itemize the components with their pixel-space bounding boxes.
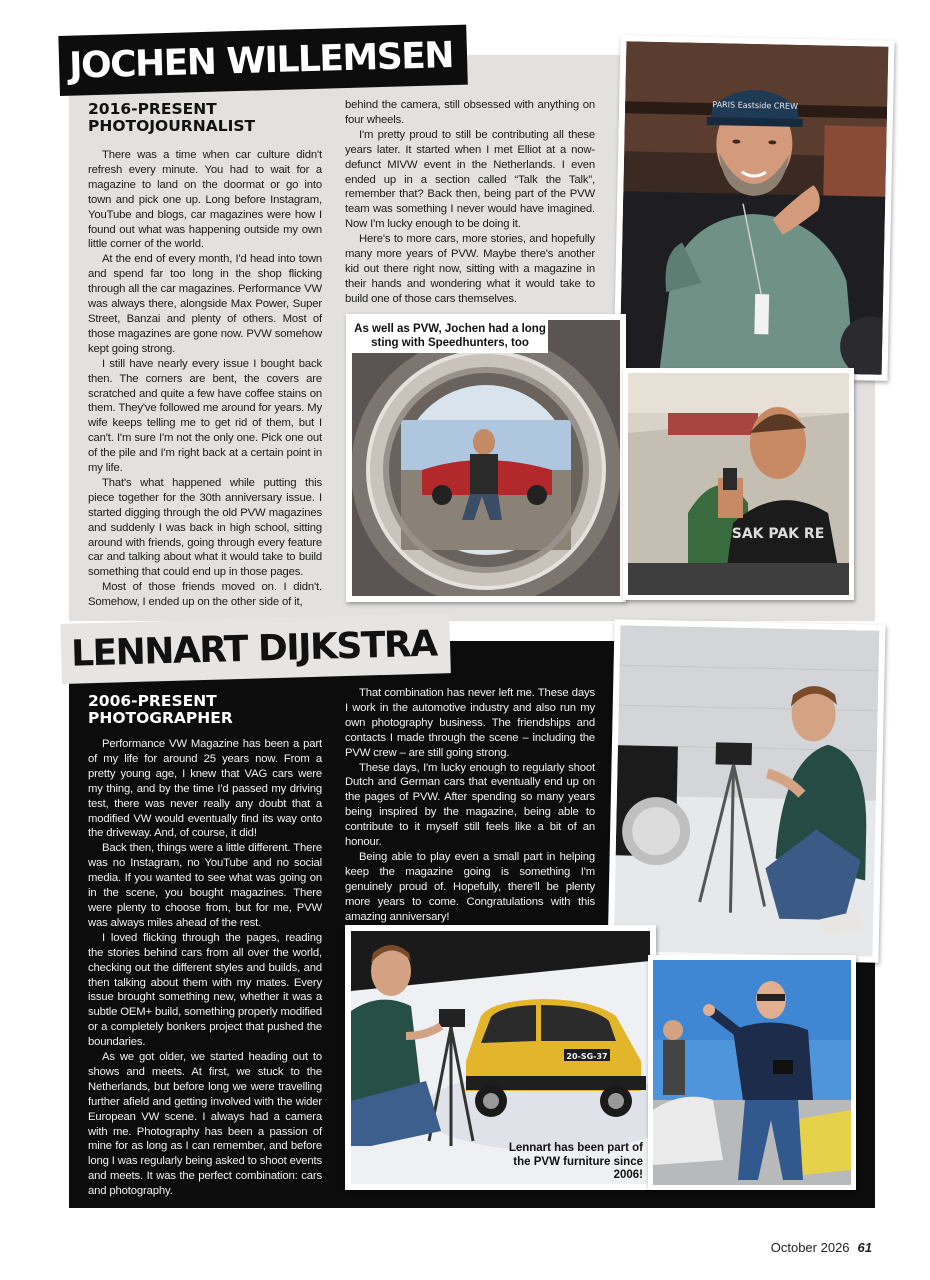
paragraph: That combination has never left me. These days I work in the automotive industry and also run my own photography business. The friendships and contacts I made through the scene – including the PVW crew – are still going strong. [345, 687, 595, 759]
lennart-column-1 [88, 737, 322, 1199]
paragraph: That's what happened while putting this piece together for the 30th anniversary issue. I started digging through the old PVW magazines and suddenly I was back in high school, sitting around with friends, going through every feature car and talking about what it would take to build something that could end up in those pages. [88, 476, 322, 579]
lennart-role-title: PHOTOGRAPHER [88, 709, 233, 727]
license-plate: 20-SG-37 [566, 1052, 608, 1061]
paragraph: Back then, things were a little different. There was no Instagram, no YouTube and no social media. If you wanted to see what was going on in the scene, you bought magazines. There were plenty to choose from, but for me, PVW was always miles ahead of the rest. [88, 842, 322, 929]
lennart-photo-caption: Lennart has been part of the PVW furniture since 2006! [508, 1142, 643, 1181]
lennart-role-years: 2006-PRESENT [88, 692, 217, 710]
wheel-reflection-photo [346, 314, 626, 602]
paragraph: Most of those friends moved on. I didn't. Somehow, I ended up on the other side of it, [88, 581, 322, 609]
lennart-studio-photo [607, 619, 885, 963]
lennart-name-banner: LENNART DIJKSTRA [60, 613, 451, 684]
shirt-text: SAK PAK RE [731, 526, 825, 542]
jochen-portrait-photo [613, 35, 894, 381]
page-footer [771, 1240, 872, 1255]
page-number: 61 [857, 1240, 872, 1255]
lennart-role [88, 693, 233, 727]
paragraph: These days, I'm lucky enough to regularly shoot Dutch and German cars that eventually end up on the pages of PVW. After spending so many years being inspired by the magazine, being able to contribute to it myself still feels like a bit of an honour. [345, 761, 595, 849]
jochen-role [88, 101, 255, 135]
jochen-photo-caption: As well as PVW, Jochen had a long sting with Speedhunters, too [352, 320, 548, 353]
paragraph: At the end of every month, I'd head into town and spend far too long in the shop flicking through all the car magazines. Performance VW was always there, alongside Max Power, Super Street, Banzai and plenty of others. Most of those magazines are gone now. PVW somehow kept going strong. [88, 253, 322, 355]
paragraph: Being able to play even a small part in helping keep the magazine going is something I'm genuinely proud of. Hopefully, there'll be plenty more years to come. Congratulations with this amazing anniversary! [345, 850, 595, 923]
paragraph: I'm pretty proud to still be contributing all these years later. It started when I met Elliot at a now-defunct MIVW event in the Netherlands. I even ended up in a section called “Talk the Talk”, remember that? Back then, being part of the PVW team was something I never would have imagined. Now I'm lucky enough to be doing it. [345, 128, 595, 231]
footer-issue-date: October 2026 [770, 1240, 850, 1255]
paragraph: As we got older, we started heading out to shows and meets. At first, we stuck to the Netherlands, but before long we were travelling further afield and getting involved with the wider European VW scene. I always had a camera with me. Photography has been a passion of mine for as long as I can remember, and before long I was regularly being asked to shoot events and meets. It was the perfect combination: cars and photography. [88, 1051, 322, 1198]
paragraph: Performance VW Magazine has been a part of my life for around 25 years now. From a pretty young age, I knew that VAG cars were my thing, and by the time I'd passed my driving test, there was never really any doubt that a modified VW would eventually find its way onto the driveway. And, of course, it did! [88, 738, 322, 840]
cap-logo-text: PARIS Eastside CREW [712, 100, 799, 111]
paragraph: I still have nearly every issue I bought back then. The corners are bent, the covers are scratched and quite a few have coffee stains on them. They've followed me around for years. My wife keeps telling me to get rid of them, but I can't. I'm sure I'm not the only one. Pick one out of the pile and I'm right back at a certain point in my life. [88, 357, 322, 475]
lennart-outdoor-photo [648, 955, 856, 1190]
paragraph: Here's to more cars, more stories, and hopefully many more years of PVW. Maybe there's another kid out there right now, sitting with a magazine in their hands and wondering what it would take to build one of those cars themselves. [345, 233, 595, 305]
jochen-role-years: 2016-PRESENT [88, 100, 217, 118]
jochen-column-1 [88, 148, 322, 610]
jochen-desk-photo [623, 368, 854, 600]
paragraph: behind the camera, still obsessed with anything on four wheels. [345, 99, 595, 126]
paragraph: There was a time when car culture didn't refresh every minute. You had to wait for a magazine to land on the doormat or go into town and pick one up. Long before Instagram, YouTube and blogs, car magazines were how I found out what was happening outside my own little corner of the world. [88, 149, 322, 251]
jochen-column-2 [345, 98, 595, 307]
jochen-name-banner: JOCHEN WILLEMSEN [58, 25, 467, 96]
jochen-role-title: PHOTOJOURNALIST [88, 117, 256, 135]
lennart-column-2 [345, 686, 595, 925]
paragraph: I loved flicking through the pages, reading the stories behind cars from all over the world, checking out the different styles and builds, and then talking about them with my mates. Every issue brought something new, whether it was a subtle OEM+ build, something properly modified or a completely bonkers project that pushed the boundaries. [88, 931, 322, 1049]
